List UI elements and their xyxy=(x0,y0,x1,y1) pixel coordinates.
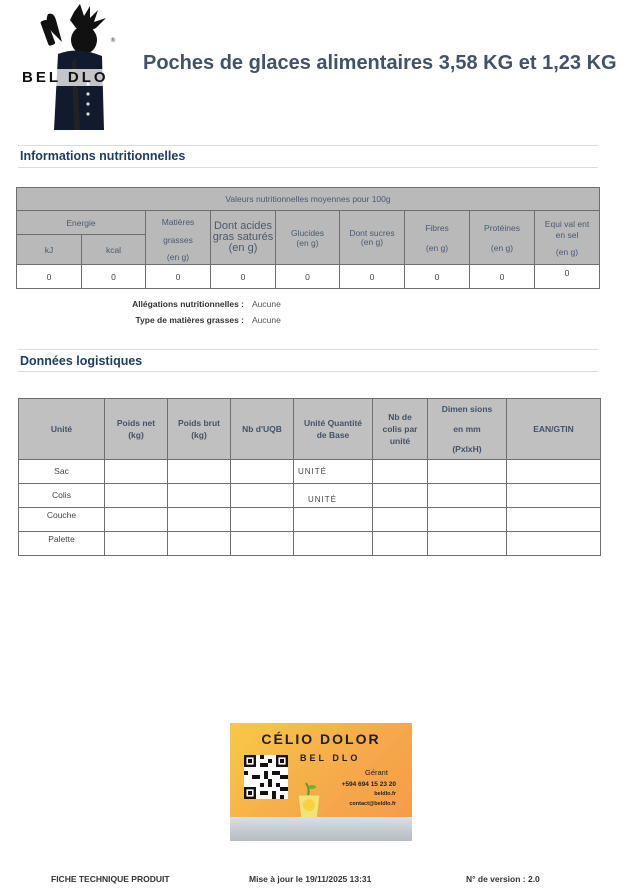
unit-cell: Sac xyxy=(19,460,105,484)
kcal-header: kcal xyxy=(82,235,146,265)
energy-header: Energie xyxy=(17,211,146,235)
table-row xyxy=(19,508,601,532)
nutrition-table xyxy=(16,187,600,289)
nutrition-caption: Valeurs nutritionnelles moyennes pour 100g xyxy=(17,188,600,211)
value-sugars: 0 xyxy=(340,265,405,289)
base-unit-cell: UNITÉ xyxy=(294,484,373,508)
card-website: beldlo.fr xyxy=(374,791,396,797)
card-name: CÉLIO DOLOR xyxy=(261,731,381,747)
fibre-header xyxy=(405,211,470,265)
business-card xyxy=(230,723,412,841)
value-fibre: 0 xyxy=(405,265,470,289)
base-unit-cell xyxy=(294,508,373,532)
value-protein: 0 xyxy=(470,265,535,289)
carbs-header: Glucides (en g) xyxy=(276,211,340,265)
value-fat: 0 xyxy=(146,265,211,289)
unit-cell: Palette xyxy=(19,532,105,556)
logistics-section-title: Données logistiques xyxy=(20,354,143,368)
table-row xyxy=(19,460,601,484)
header-base-unit: Unité Quantité de Base xyxy=(294,399,373,460)
fat-label: Matières grasses xyxy=(161,217,195,245)
satfat-header: Dont acides gras saturés (en g) xyxy=(211,211,276,265)
value-kj: 0 xyxy=(17,265,82,289)
ice-cubes-decoration xyxy=(230,817,412,841)
table-row xyxy=(19,532,601,556)
beldlo-logo xyxy=(18,2,118,132)
header-dimensions: Dimen sions en mm (PxlxH) xyxy=(428,399,507,460)
value-salt: 0 xyxy=(535,265,600,289)
value-carbs: 0 xyxy=(276,265,340,289)
value-satfat: 0 xyxy=(211,265,276,289)
header-net-weight: Poids net (kg) xyxy=(105,399,168,460)
salt-label: Equi val ent en sel xyxy=(544,218,590,240)
kj-header: kJ xyxy=(17,235,82,265)
card-email: contact@beldlo.fr xyxy=(349,801,396,807)
base-unit-cell: UNITÉ xyxy=(294,460,373,484)
allegations-label: Allégations nutritionnelles : xyxy=(132,299,244,309)
value-kcal: 0 xyxy=(82,265,146,289)
base-unit-cell xyxy=(294,532,373,556)
fibre-label: Fibres xyxy=(425,222,449,233)
divider xyxy=(18,371,598,372)
logistics-table xyxy=(18,398,601,556)
unit-cell: Couche xyxy=(19,508,105,532)
svg-text:®: ® xyxy=(110,37,116,44)
footer-document-type: FICHE TECHNIQUE PRODUIT xyxy=(51,874,170,884)
fat-header xyxy=(146,211,211,265)
salt-unit: (en g) xyxy=(555,246,579,257)
card-phone: +594 694 15 23 20 xyxy=(341,781,396,788)
header-ean: EAN/GTIN xyxy=(507,399,601,460)
footer-version: N° de version : 2.0 xyxy=(466,874,540,884)
divider xyxy=(18,145,598,146)
unit-cell: Colis xyxy=(19,484,105,508)
footer-update-date: Mise à jour le 19/11/2025 13:31 xyxy=(249,874,372,884)
qr-code-icon xyxy=(244,755,288,799)
divider xyxy=(18,349,598,350)
salt-header xyxy=(535,211,600,265)
fat-type-label: Type de matières grasses : xyxy=(135,315,244,325)
divider xyxy=(18,167,598,168)
fat-type-value: Aucune xyxy=(252,315,281,325)
page-title: Poches de glaces alimentaires 3,58 KG et 1,23 KG xyxy=(143,52,617,74)
header-uqb-count: Nb d'UQB xyxy=(231,399,294,460)
fat-unit: (en g) xyxy=(166,252,190,262)
header-packages-per-unit: Nb de colis par unité xyxy=(373,399,428,460)
allegations-value: Aucune xyxy=(252,299,281,309)
card-brand: BEL DLO xyxy=(300,753,361,763)
table-row xyxy=(19,484,601,508)
protein-unit: (en g) xyxy=(490,242,514,253)
logo-text: BEL DLO xyxy=(22,69,109,86)
header-unit: Unité xyxy=(19,399,105,460)
sugars-header: Dont sucres (en g) xyxy=(340,211,405,265)
protein-header xyxy=(470,211,535,265)
fibre-unit: (en g) xyxy=(425,242,449,253)
protein-label: Protéines xyxy=(484,222,520,233)
header-gross-weight: Poids brut (kg) xyxy=(168,399,231,460)
nutrition-section-title: Informations nutritionnelles xyxy=(20,149,186,163)
card-role: Gérant xyxy=(365,768,388,777)
